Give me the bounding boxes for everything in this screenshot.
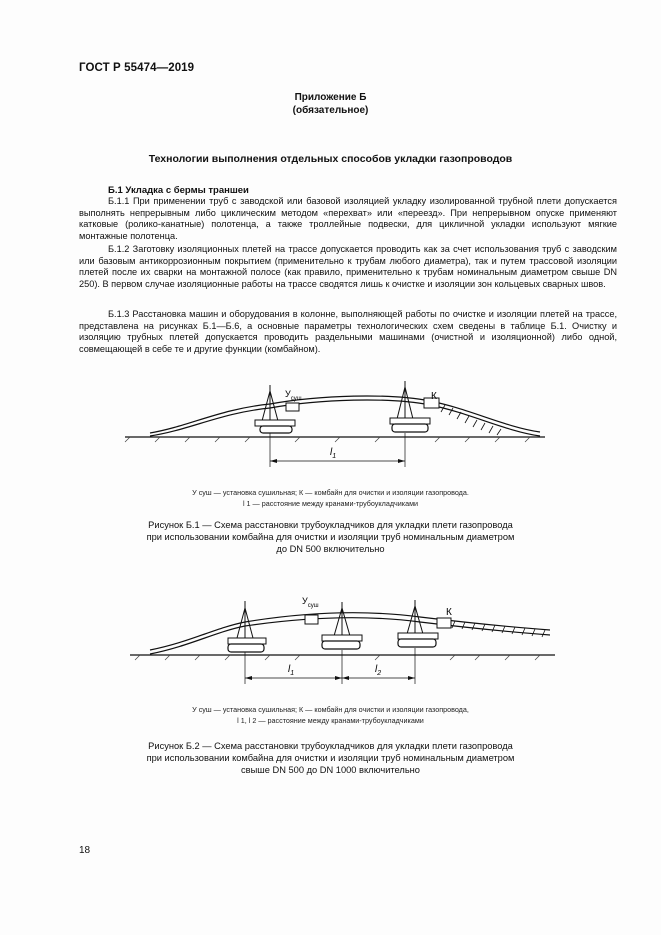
paragraph-b12: Б.1.2 Заготовку изоляционных плетей на трассе допускается проводить как за счет использования труб с заводским или базовым антикоррозионным покрытием (применительно к трубам любого диаметра), так и путем трассовой изоляции плетей после их сварки на монтажной полосе (как правило, применительно к трубам номинальным диаметром свыше DN 250). В первом случае изоляционные работы на трассе сводятся лишь к очистке и изоляции зон кольцевых сварных швов.	[79, 244, 617, 290]
figure-1-legend-line-2: l 1 — расстояние между кранами-трубоукладчиками	[242, 499, 419, 508]
standard-number: ГОСТ Р 55474—2019	[79, 62, 195, 74]
figure-2-legend-line-2: l 1, l 2 — расстояние между кранами-трубоукладчиками	[237, 716, 424, 725]
figure-1-legend-line-1: У суш — установка сушильная; К — комбайн для очистки и изоляции газопровода.	[192, 488, 469, 497]
pipelayer-2	[322, 602, 362, 649]
fig1-l1-label: $l_1$	[330, 447, 337, 460]
appendix-subtitle: (обязательное)	[292, 105, 369, 116]
document-heading: Технологии выполнения отдельных способов укладки газопроводов	[148, 153, 513, 165]
appendix-title: Приложение Б	[294, 92, 367, 103]
figure-1-caption-line-1: Рисунок Б.1 — Схема расстановки трубоукладчиков для укладки плети газопровода	[148, 520, 513, 530]
fig2-u-label: $У_{суш}$	[302, 596, 319, 609]
paragraph-b11: Б.1.1 При применении труб с заводской или базовой изоляцией укладку изолированной трубной плети допускается выполнять непрерывным либо циклическим методом «перехват» или «переезд». При непрерывном опуске применяют катковые (ролико-канатные) полотенца, а также троллейные подвески, для цикличной укладки используют мягкие монтажные полотенца.	[79, 196, 617, 242]
paragraph-b13: Б.1.3 Расстановка машин и оборудования в колонне, выполняющей работы по очистке и изоляции плетей на трассе, представлена на рисунках Б.1—Б.6, а основные параметры технологических схем сведены в таблице Б.1. Очистку и изоляцию трубных плетей допускается проводить раздельными машинами (очистной и изоляционной) либо одной, совмещающей в себе те и другие функции (комбайном).	[79, 309, 617, 355]
fig2-l2-label: $l_2$	[375, 664, 382, 677]
figure-1-caption-line-2: при использовании комбайна для очистки и изоляции труб номинальным диаметром	[146, 532, 515, 542]
page-number: 18	[79, 845, 91, 856]
figure-1-diagram	[0, 375, 661, 485]
fig1-u-label: $У_{суш}$	[285, 389, 302, 402]
fig1-k-label: К	[431, 391, 437, 402]
fig2-l1-label: $l_1$	[288, 664, 295, 677]
figure-1-caption-line-3: до DN 500 включительно	[276, 544, 385, 554]
figure-2-diagram	[0, 588, 661, 700]
section-heading: Б.1 Укладка с бермы траншеи	[108, 185, 249, 196]
figure-2-caption-line-1: Рисунок Б.2 — Схема расстановки трубоукладчиков для укладки плети газопровода	[148, 741, 513, 751]
figure-2-legend-line-1: У суш — установка сушильная; К — комбайн для очистки и изоляции газопровода,	[192, 705, 469, 714]
figure-2-caption-line-3: свыше DN 500 до DN 1000 включительно	[241, 765, 420, 775]
pipelayer-1	[228, 601, 266, 652]
fig2-k-label: К	[446, 607, 452, 618]
figure-2-caption-line-2: при использовании комбайна для очистки и изоляции труб номинальным диаметром	[146, 753, 515, 763]
